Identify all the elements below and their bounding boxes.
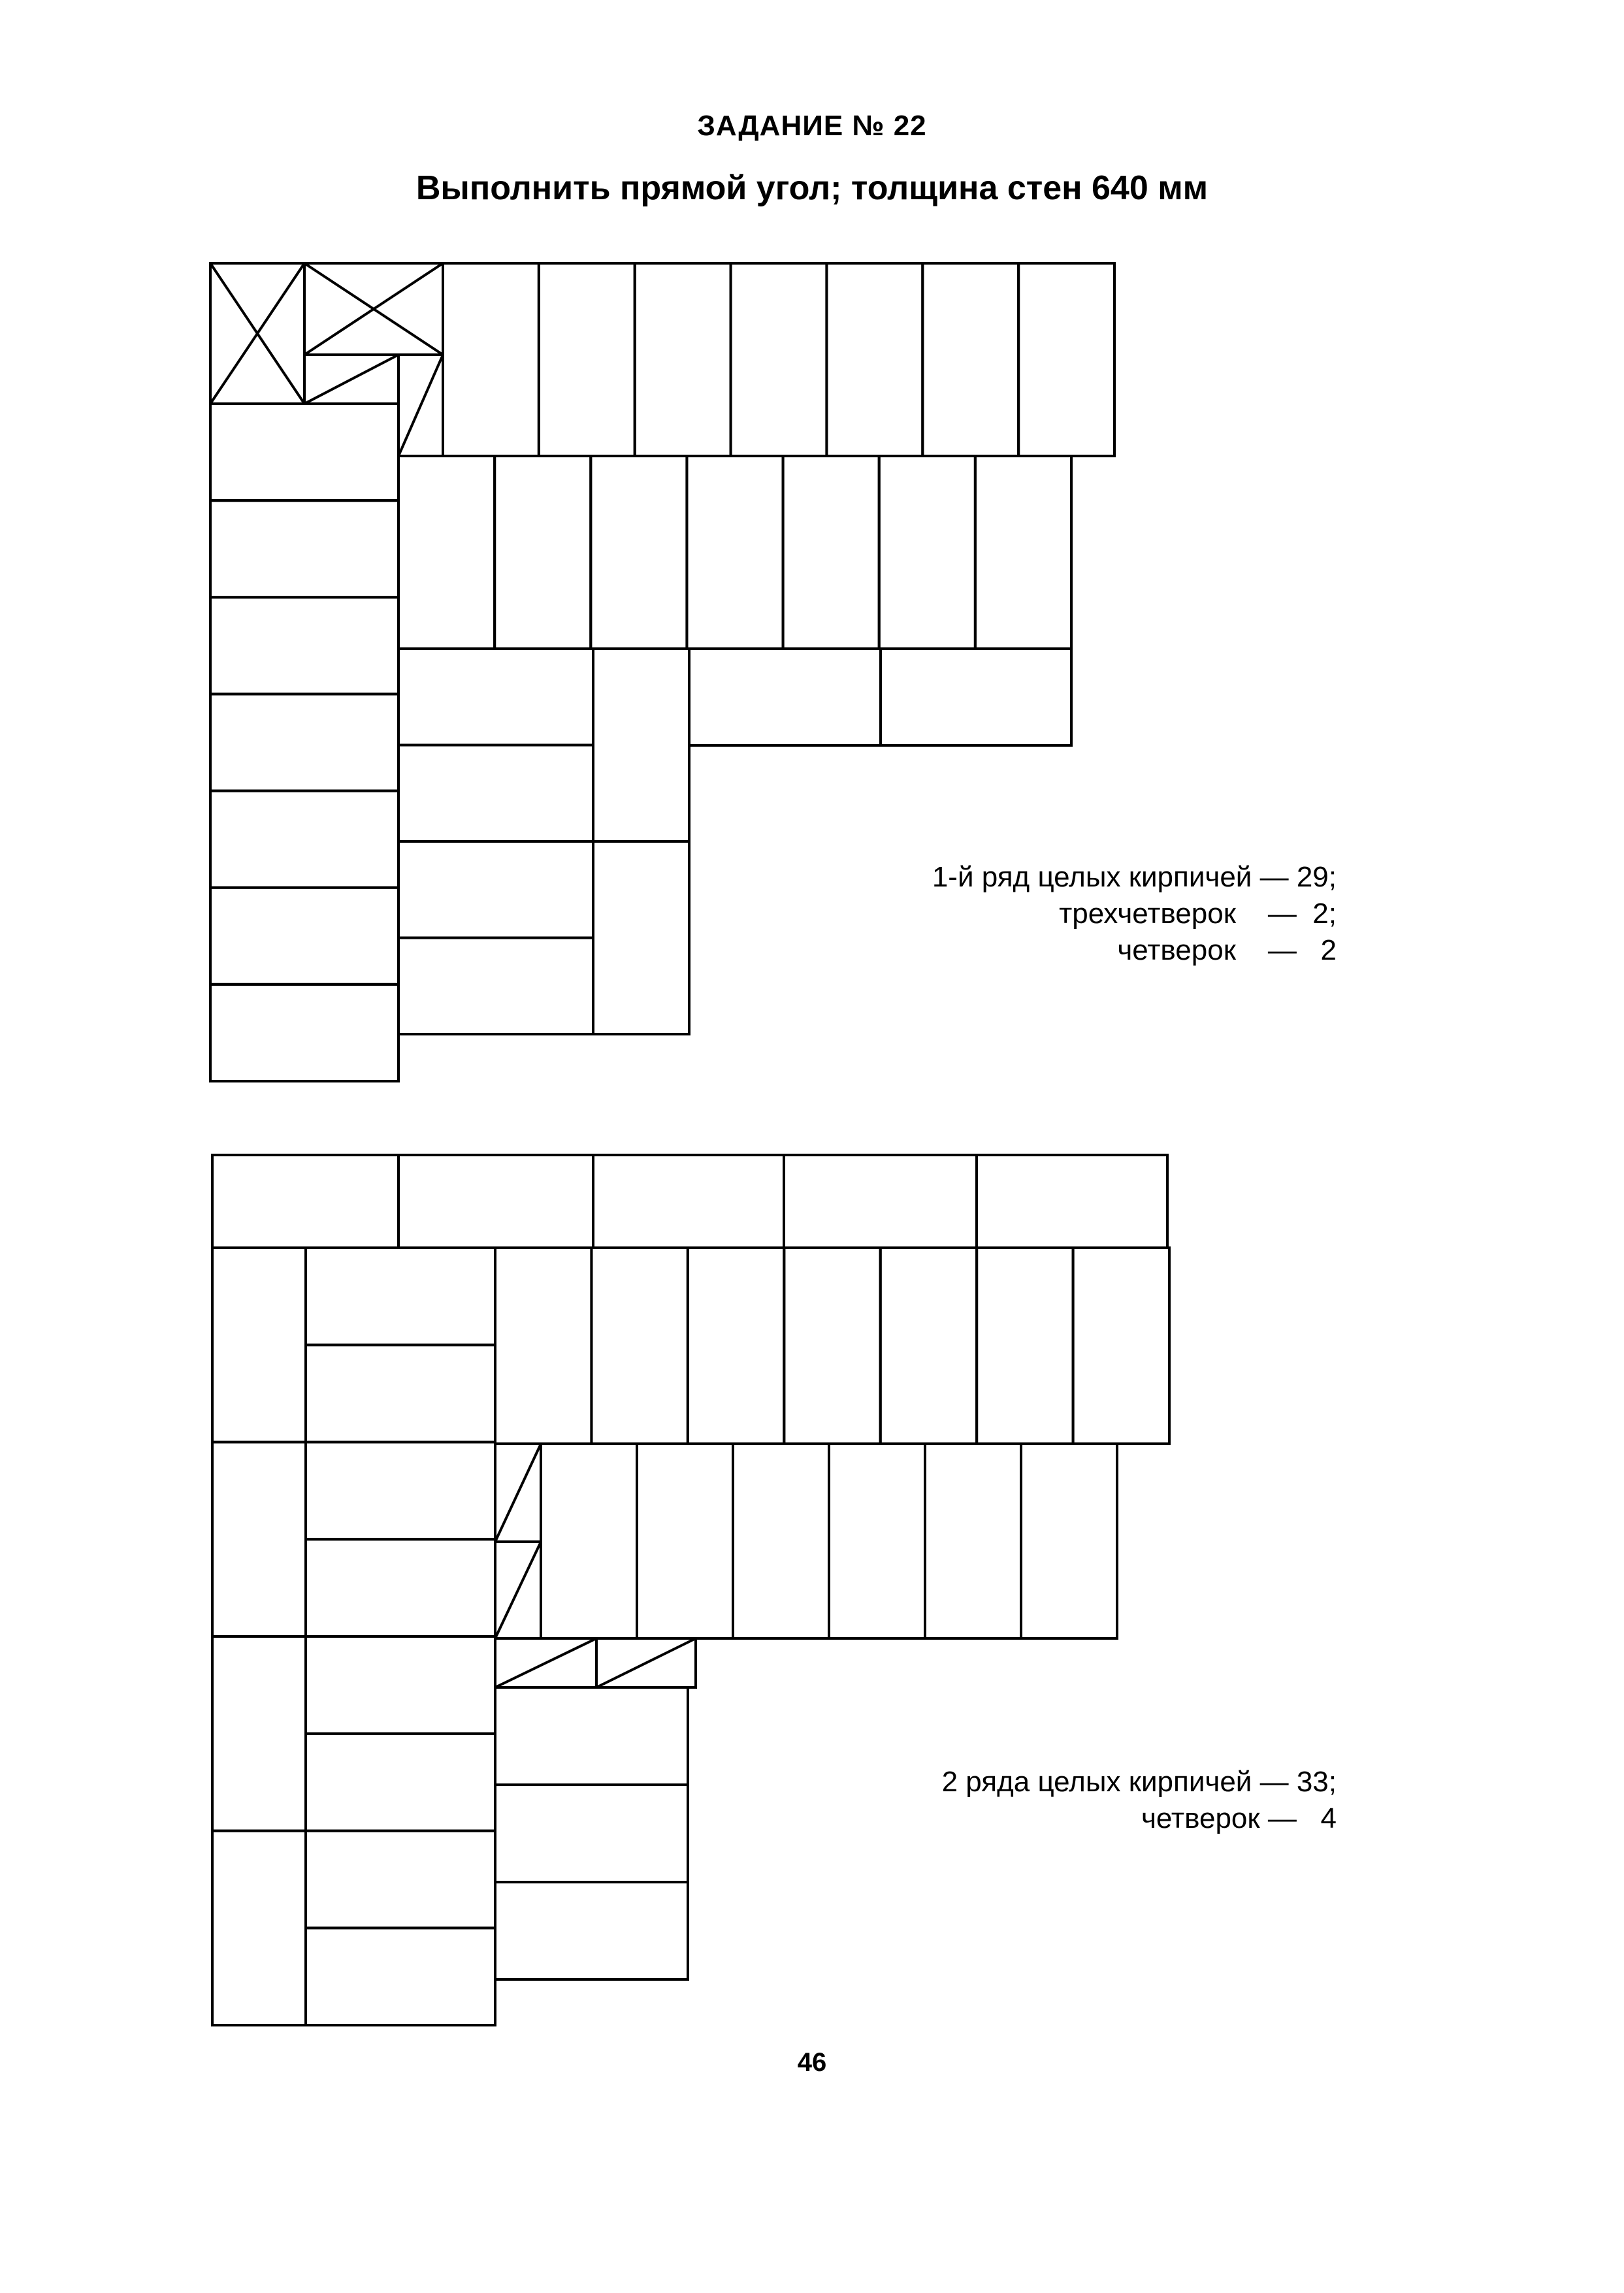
task-title: ЗАДАНИЕ № 22	[697, 110, 927, 142]
stretcher-brick	[210, 984, 398, 1081]
stretcher-brick	[398, 1155, 593, 1248]
header-brick	[977, 1248, 1073, 1444]
stretcher-brick	[593, 1155, 784, 1248]
header-brick	[495, 1248, 591, 1444]
stretcher-brick	[495, 1687, 688, 1785]
header-brick	[829, 1444, 925, 1638]
stretcher-brick	[398, 649, 593, 745]
header-brick	[826, 263, 922, 456]
header-brick	[1073, 1248, 1169, 1444]
header-brick	[591, 456, 687, 649]
header-brick	[212, 1442, 306, 1637]
header-brick	[733, 1444, 829, 1638]
header-brick	[1018, 263, 1114, 456]
stretcher-brick	[495, 1785, 688, 1882]
stretcher-brick	[977, 1155, 1167, 1248]
row-1-brick-count-note	[932, 859, 1337, 969]
stretcher-brick	[306, 1248, 495, 1345]
stretcher-brick	[210, 597, 398, 694]
header-brick	[212, 1636, 306, 1831]
stretcher-brick	[398, 938, 593, 1035]
header-brick	[635, 263, 731, 456]
task-subtitle: Выполнить прямой угол; толщина стен 640 мм	[415, 169, 1209, 207]
header-brick	[593, 649, 689, 841]
header-brick	[1021, 1444, 1117, 1638]
header-brick	[688, 1248, 784, 1444]
header-brick	[687, 456, 783, 649]
stretcher-brick	[881, 649, 1071, 745]
header-brick	[398, 456, 495, 649]
note-line-quarter-bricks: четверок — 4	[1141, 1802, 1337, 1834]
stretcher-brick	[306, 1734, 495, 1831]
stretcher-brick	[495, 1882, 688, 1979]
header-brick	[731, 263, 827, 456]
note-line-quarter-bricks: четверок — 2	[1117, 934, 1337, 966]
stretcher-brick	[398, 745, 593, 842]
row-2-brick-count-note	[942, 1764, 1337, 1837]
row-2-layout	[212, 1155, 1169, 2025]
three-quarter-brick-diagonal	[304, 355, 398, 404]
stretcher-brick	[306, 1831, 495, 1928]
header-brick	[922, 263, 1018, 456]
stretcher-brick	[306, 1636, 495, 1734]
stretcher-brick	[398, 841, 593, 938]
page-number: 46	[797, 2048, 827, 2077]
header-brick	[212, 1248, 306, 1442]
three-quarter-brick-diagonal	[398, 355, 443, 456]
note-line-three-quarter-bricks: трехчетверок — 2;	[1059, 898, 1337, 930]
header-brick	[495, 456, 591, 649]
stretcher-brick	[210, 791, 398, 888]
stretcher-brick	[306, 1539, 495, 1636]
header-brick	[539, 263, 635, 456]
header-brick	[443, 263, 539, 456]
stretcher-brick	[306, 1442, 495, 1540]
stretcher-brick	[210, 888, 398, 984]
stretcher-brick	[210, 500, 398, 597]
header-brick	[975, 456, 1071, 649]
stretcher-brick	[212, 1155, 398, 1248]
header-brick	[591, 1248, 687, 1444]
header-brick	[541, 1444, 637, 1638]
quarter-brick-diagonal	[596, 1638, 696, 1687]
header-brick	[925, 1444, 1021, 1638]
stretcher-brick	[210, 404, 398, 500]
header-brick	[783, 456, 879, 649]
header-brick	[881, 1248, 977, 1444]
quarter-brick-diagonal	[495, 1444, 541, 1542]
stretcher-brick	[306, 1928, 495, 2025]
stretcher-brick	[689, 649, 881, 745]
header-brick	[784, 1248, 880, 1444]
header-brick	[593, 841, 689, 1034]
header-brick	[879, 456, 975, 649]
header-brick	[212, 1831, 306, 2026]
quarter-brick-diagonal	[495, 1638, 596, 1687]
note-line-whole-bricks: 1-й ряд целых кирпичей — 29;	[932, 861, 1337, 893]
header-brick	[637, 1444, 733, 1638]
stretcher-brick	[784, 1155, 977, 1248]
stretcher-brick	[306, 1345, 495, 1442]
stretcher-brick	[210, 694, 398, 790]
quarter-brick-diagonal	[495, 1542, 541, 1638]
note-line-whole-bricks: 2 ряда целых кирпичей — 33;	[941, 1766, 1337, 1798]
